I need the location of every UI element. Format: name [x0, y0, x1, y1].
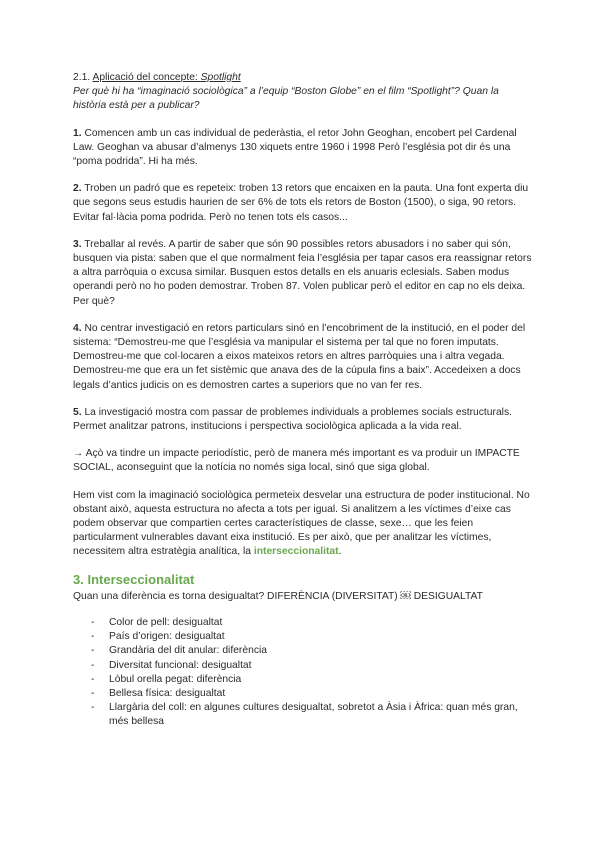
point-text: Comencen amb un cas individual de pederàstia, el retor John Geoghan, encobert pel Cardenal Law. Geoghan va abusar d’almenys 130 xiquets entre 1960 i 1998 Però l’església pot dir és una “poma podrida”. Hi ha més. — [73, 127, 517, 168]
arrow-note: → Açò va tindre un impacte periodístic, però de manera més important es va produir un IMPACTE SOCIAL, aconseguint que la notícia no només siga local, sinó que siga global. — [73, 448, 520, 474]
section-3-question: Quan una diferència es torna desigualtat? DIFERÈNCIA (DIVERSITAT) ￼ DESIGUALTAT — [73, 590, 483, 602]
point-2 — [73, 182, 533, 225]
section-3-heading: 3. Interseccionalitat — [73, 571, 195, 587]
point-number: 4. — [73, 322, 82, 334]
section-2-1-title — [73, 71, 533, 85]
list-dash: - — [91, 702, 95, 714]
point-text: La investigació mostra com passar de problemes individuals a problemes socials estructurals. Permet analitzar patrons, institucions i perspectiva sociològica aplicada a la vida real. — [73, 406, 512, 433]
list-dash: - — [91, 616, 95, 628]
point-4 — [73, 322, 533, 393]
list-item: - Grandària del dit anular: diferència — [73, 644, 533, 658]
section-title-spotlight: Spotlight — [200, 72, 241, 83]
point-1 — [73, 127, 533, 170]
list-item: - Color de pell: desigualtat — [73, 616, 533, 630]
difference-list — [73, 616, 533, 730]
point-3 — [73, 238, 533, 309]
interseccionalitat-highlight: interseccionalitat — [253, 546, 339, 558]
conclusion-text: Hem vist com la imaginació sociològica permeteix desvelar una estructura de poder institucional. No obstant això, aquesta estructura no afecta a tots per igual. Si analitzem a les víctimes d’eixe cas podem observar que compartien certes característiques de classe, sexe… que les feien particularment vulnerables davant eixa institució. Es per això, que per analitzar les víctimes, necessitem altra estratègia analítica, la — [73, 489, 530, 558]
list-dash: - — [91, 687, 95, 699]
point-text: Treballar al revés. A partir de saber que són 90 possibles retors abusadors i no saber qui són, busquen via pista: saben que el que normalment feia l’església per tapar casos era reassignar retors a altra parròquia o excusa similar. Busquen estos detalls en els anuaris eclesials. Saben modus operandi però no ho poden demostrar. Troben 87. Volen publicar però el editor en cap no els deixa. Per què? — [73, 238, 532, 307]
point-5 — [73, 406, 533, 434]
point-number: 5. — [73, 406, 82, 418]
section-title-prefix: Aplicació del concepte: — [92, 72, 201, 83]
section-question: Per què hi ha “imaginació sociològica” a l’equip “Boston Globe” en el film “Spotlight”? Quan la història està per a publicar? — [73, 86, 499, 112]
list-dash: - — [91, 645, 95, 657]
list-item: - Llargària del coll: en algunes cultures desigualtat, sobretot a Àsia i Àfrica: quan més gran, més bellesa — [91, 702, 518, 728]
document-page — [73, 70, 533, 730]
point-number: 2. — [73, 183, 82, 195]
list-item: - Diversitat funcional: desigualtat — [73, 659, 533, 673]
point-number: 1. — [73, 127, 82, 139]
conclusion-paragraph — [73, 489, 533, 560]
section-number: 2.1. — [73, 72, 93, 83]
list-item: - Bellesa física: desigualtat — [73, 687, 533, 701]
point-number: 3. — [73, 238, 82, 250]
conclusion-end: . — [338, 546, 342, 558]
list-dash: - — [91, 631, 95, 643]
list-dash: - — [91, 659, 95, 671]
point-text: No centrar investigació en retors particulars sinó en l’encobriment de la institució, en el poder del sistema: “Demostreu-me que l’església va manipular el sistema per tal que no foren imputats. Demostreu-me que col·locaren a eixos mateixos retors en altres parròquies una i altra vegada. Demostreu-me que era un fet sistèmic que anava des de la cúpula fins a baix”. Accedeixen a docs legals d’antics judicis on es demostren cartes a superiors que no van fer res. — [73, 322, 526, 391]
point-text: Troben un padró que es repeteix: troben 13 retors que encaixen en la pauta. Una font experta diu que segons seus estudis haurien de ser 6% de tots els retors de Boston (1500), o siga, 90 retors. Evitar fal·làcia poma podrida. Però no tenen tots els casos... — [73, 183, 529, 223]
list-item: - País d’origen: desigualtat — [73, 630, 533, 644]
list-item: - Lòbul orella pegat: diferència — [73, 673, 533, 687]
list-dash: - — [91, 673, 95, 685]
